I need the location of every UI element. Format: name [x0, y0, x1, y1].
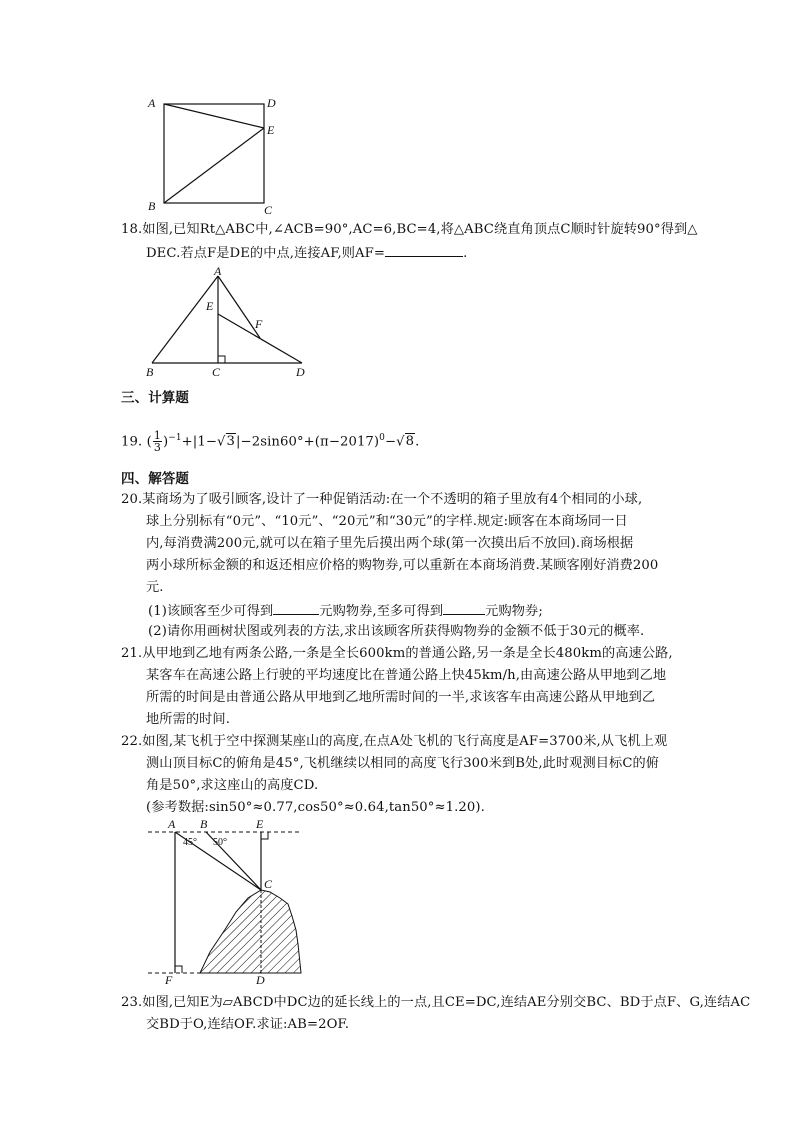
- segment-af: [218, 276, 260, 338]
- square-abcd: [164, 104, 264, 203]
- right-angle-e: [261, 832, 268, 839]
- q21-line-2: 某客车在高速公路上行驶的平均速度比在普通公路上快45km/h,由高速公路从甲地到乙地: [146, 668, 667, 683]
- q21-line-4: 地所需的时间.: [146, 712, 231, 727]
- q23-line-2: 交BD于O,连结OF.求证:AB=2OF.: [146, 1017, 350, 1032]
- q21-line-3: 所需的时间是由普通公路从甲地到乙地所需时间的一半,求该客车由高速公路从甲地到乙: [146, 690, 656, 705]
- q19-exp1: −1: [168, 433, 182, 443]
- label-e: E: [267, 123, 275, 137]
- q20-blank-max: [443, 601, 485, 615]
- q22-reference: (参考数据:sin50°≈0.77,cos50°≈0.64,tan50°≈1.20).: [146, 800, 485, 815]
- q20-line-5: 元.: [146, 580, 164, 595]
- q23-line-1: 如图,已知E为▱ABCD中DC边的延长线上的一点,且CE=DC,连结AE分别交BC、BD于点F、G,连结AC: [142, 995, 751, 1010]
- q19-number: 19.: [121, 434, 143, 450]
- q19-frac-num: 1: [153, 429, 161, 443]
- q20-line-4: 两小球所标金额的和返还相应价格的购物券,可以重新在本商场消费.某顾客刚好消费200: [146, 558, 659, 573]
- label-e: E: [206, 299, 214, 313]
- label-e: E: [256, 817, 264, 831]
- right-angle-f: [175, 966, 182, 973]
- q18-text-line1: 如图,已知Rt△ABC中,∠ACB=90°,AC=6,BC=4,将△ABC绕直角顶点C顺时针旋转90°得到△: [142, 222, 698, 237]
- q19-fraction: [153, 430, 162, 453]
- q20-sub2: (2)请你用画树状图或列表的方法,求出该顾客所获得购物券的金额不低于30元的概率.: [148, 624, 645, 639]
- label-c: C: [212, 365, 221, 379]
- question-19: 19. ( $\frac{1}{3}$ )$^{-1}+|1-√3|-2\sin 60^\circ+(\pi-2017)^0-√8$.: [121, 429, 420, 455]
- q20-blank-min: [273, 601, 319, 615]
- label-c: C: [264, 203, 273, 217]
- q22-line-3: 角是50°,求这座山的高度CD.: [146, 778, 319, 793]
- label-b: B: [146, 365, 154, 379]
- label-angle-45: 45°: [183, 837, 197, 848]
- q18-number: 18.: [121, 222, 143, 237]
- label-d: D: [296, 365, 305, 379]
- q20-number: 20.: [121, 492, 143, 507]
- section-4-title: 四、解答题: [121, 471, 189, 487]
- q18-answer-blank: [385, 243, 463, 257]
- q19-end: .: [415, 434, 420, 450]
- label-d: D: [256, 973, 265, 984]
- segment-ae: [164, 104, 264, 128]
- q19-frac-den: 3: [153, 441, 161, 455]
- q19-part4: −: [385, 434, 397, 450]
- label-b: B: [200, 817, 208, 831]
- q20-line-2: 球上分别标有“0元”、“10元”、“20元”和“30元”的字样.规定:顾客在本商场同一日: [146, 514, 628, 529]
- q20-sub1-a: (1)该顾客至少可得到: [148, 604, 274, 619]
- q21-line-1: 从甲地到乙地有两条公路,一条是全长600km的普通公路,另一条是全长480km的高速公路,: [142, 646, 673, 661]
- q22-line-2: 测山顶目标C的俯角是45°,飞机继续以相同的高度飞行300米到B处,此时观测目标C的俯: [146, 756, 660, 771]
- mountain-shape: [200, 890, 301, 973]
- label-a: A: [148, 96, 156, 110]
- segment-be: [164, 128, 264, 203]
- q19-paren-close: ): [162, 434, 169, 450]
- figure-triangle-rotation: [140, 266, 315, 380]
- q19-sqrt3: 3: [226, 434, 236, 450]
- label-a: A: [214, 266, 222, 278]
- label-c: C: [264, 877, 273, 891]
- label-b: B: [148, 199, 156, 213]
- figure-square-abcde: [140, 92, 290, 220]
- figure-mountain: [140, 812, 310, 984]
- q20-sub1-c: 元购物券;: [485, 604, 543, 619]
- q19-part3: |−2sin60°+(π−2017): [236, 434, 380, 450]
- label-angle-50: 50°: [213, 837, 227, 848]
- right-angle-mark: [218, 356, 225, 363]
- label-f: F: [255, 317, 263, 331]
- q21-number: 21.: [121, 646, 143, 661]
- q20-line-1: 某商场为了吸引顾客,设计了一种促销活动:在一个不透明的箱子里放有4个相同的小球,: [142, 492, 643, 507]
- label-d: D: [267, 96, 276, 110]
- q22-line-1: 如图,某飞机于空中探测某座山的高度,在点A处飞机的飞行高度是AF=3700米,从飞机上观: [142, 734, 668, 749]
- label-a: A: [168, 817, 176, 831]
- q19-exp0: 0: [379, 433, 385, 443]
- q20-sub1-b: 元购物券,至多可得到: [319, 604, 444, 619]
- label-f: F: [165, 973, 173, 984]
- segment-ab: [152, 276, 218, 363]
- q22-number: 22.: [121, 734, 143, 749]
- section-3-title: 三、计算题: [121, 390, 189, 406]
- q18-text-line2: DEC.若点F是DE的中点,连接AF,则AF=: [146, 246, 386, 261]
- q18-text-end: .: [463, 246, 468, 261]
- q19-sqrt8: 8: [405, 434, 415, 450]
- q20-line-3: 内,每消费满200元,就可以在箱子里先后摸出两个球(第一次摸出后不放回).商场根据: [146, 536, 634, 551]
- q19-paren-open: (: [146, 434, 152, 450]
- q19-part2: +|1−: [181, 434, 217, 450]
- q23-number: 23.: [121, 995, 143, 1010]
